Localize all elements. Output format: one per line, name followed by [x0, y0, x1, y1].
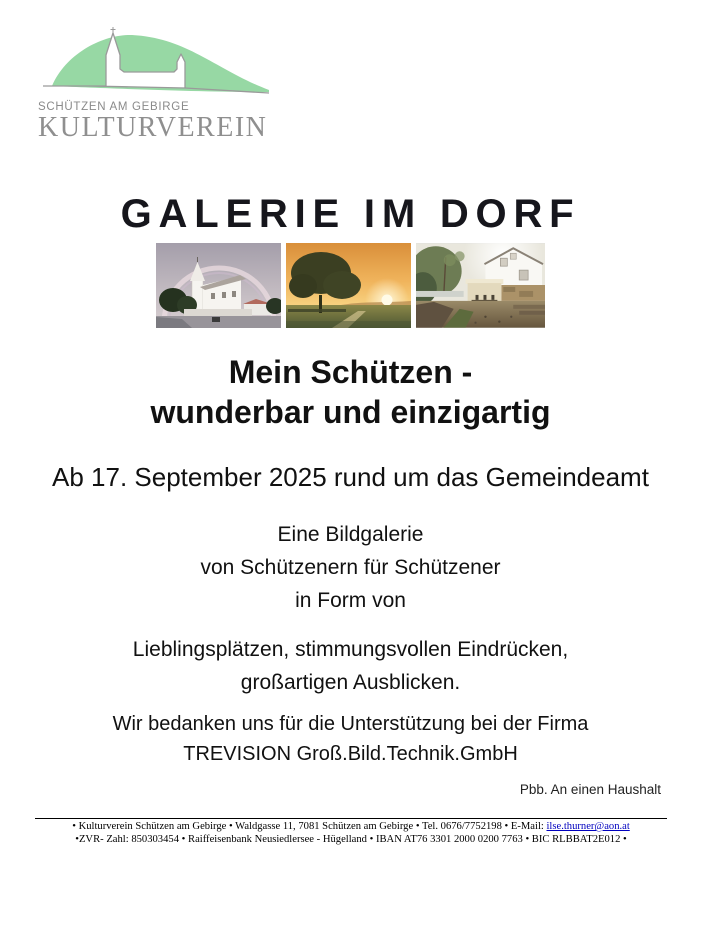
headline-line-1: Mein Schützen -: [228, 354, 473, 390]
photo-house-with-well: [416, 243, 545, 328]
photo-church-with-rainbow: [156, 243, 281, 328]
photo-row: [0, 243, 701, 328]
paragraph-gallery-description: [0, 518, 701, 617]
postal-note: Pbb. An einen Haushalt: [519, 782, 661, 797]
footer-contact-text: • Kulturverein Schützen am Gebirge • Waldgasse 11, 7081 Schützen am Gebirge • Tel. 0676/7752198 • E-Mail:: [72, 821, 547, 832]
date-line: Ab 17. September 2025 rund um das Gemeindeamt: [52, 462, 649, 492]
footer-line-2: •ZVR- Zahl: 850303454 • Raiffeisenbank Neusiedlersee - Hügelland • IBAN AT76 3301 2000 0200 7763 • BIC RLBBAT2E012 •: [75, 833, 627, 845]
paragraph-motifs: [0, 633, 701, 699]
paragraph2-line-1: Lieblingsplätzen, stimmungsvollen Eindrücken,: [132, 638, 569, 661]
logo-title: KULTURVEREIN: [38, 112, 268, 143]
logo-subtitle: SCHÜTZEN AM GEBIRGE: [38, 101, 190, 113]
headline-line-2: wunderbar und einzigartig: [150, 394, 551, 430]
paragraph1-line-1: Eine Bildgalerie: [277, 523, 424, 546]
footer: [35, 818, 667, 846]
footer-line-1: [35, 821, 667, 834]
church-hill-logo-icon: [38, 26, 273, 98]
page-title: GALERIE IM DORF: [120, 192, 581, 236]
thanks-line-2: TREVISION Groß.Bild.Technik.GmbH: [183, 743, 518, 765]
kulturverein-logo: [38, 26, 298, 142]
paragraph-thanks: [0, 709, 701, 769]
paragraph1-line-3: in Form von: [295, 589, 406, 612]
paragraph1-line-2: von Schützenern für Schützener: [200, 556, 501, 579]
thanks-line-1: Wir bedanken uns für die Unterstützung bei der Firma: [112, 713, 589, 735]
poster-headline: [0, 352, 701, 432]
paragraph2-line-2: großartigen Ausblicken.: [240, 671, 461, 694]
photo-sunset-landscape: [286, 243, 411, 328]
email-link[interactable]: ilse.thurner@aon.at: [546, 821, 630, 832]
